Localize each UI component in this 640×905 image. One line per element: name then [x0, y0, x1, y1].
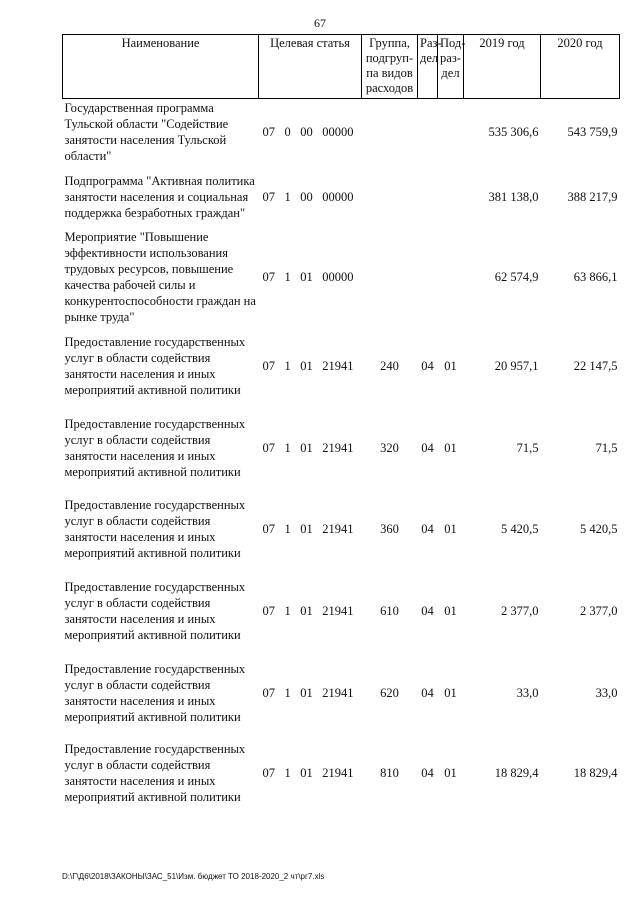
header-subsection	[438, 35, 464, 99]
row-2020-value: 22 147,5	[573, 359, 618, 373]
code-part: 07	[262, 269, 275, 284]
code-part: 21941	[322, 359, 354, 373]
code-part: 21941	[322, 685, 354, 700]
row-subsection: 01	[444, 521, 457, 536]
target-article-code	[261, 603, 360, 619]
page-number: 67	[314, 16, 326, 30]
table-row	[63, 99, 620, 165]
header-2019: 2019 год	[464, 35, 541, 99]
row-subsection: 01	[444, 440, 457, 455]
row-name: Предоставление государственных услуг в области содействия занятости населения и иных мероприятий активной политики	[64, 741, 246, 804]
code-part: 07	[262, 359, 275, 373]
header-target-article: Целевая статья	[259, 35, 362, 99]
row-2019-value: 18 829,4	[494, 765, 539, 780]
row-name: Предоставление государственных услуг в области содействия занятости населения и иных мероприятий активной политики	[64, 335, 246, 397]
row-name: Мероприятие "Повышение эффективности использования трудовых ресурсов, повышение качества рабочей силы и конкурентоспособности граждан на рынке труда"	[64, 229, 256, 324]
row-group: 810	[380, 765, 399, 780]
row-section	[418, 99, 438, 165]
code-part: 1	[284, 269, 291, 284]
row-2020-value: 2 377,0	[580, 604, 618, 618]
code-part: 1	[284, 685, 291, 700]
row-2019-value: 5 420,5	[501, 521, 539, 536]
code-part: 01	[300, 604, 313, 618]
row-2019-value: 33,0	[516, 685, 539, 700]
row-section	[418, 229, 438, 325]
code-part: 01	[300, 440, 313, 455]
row-2020-value: 5 420,5	[580, 521, 618, 536]
row-name: Предоставление государственных услуг в области содействия занятости населения и иных мероприятий активной политики	[64, 497, 246, 560]
row-2020-value: 18 829,4	[573, 765, 618, 780]
row-subsection: 01	[444, 685, 457, 700]
row-group: 610	[380, 604, 399, 618]
table-row	[63, 733, 620, 813]
header-subsection-line: Под-	[440, 36, 466, 50]
row-group	[362, 229, 418, 325]
code-part: 07	[262, 189, 275, 204]
row-section: 04	[421, 359, 434, 373]
code-part: 01	[300, 765, 313, 780]
row-2020-value: 33,0	[595, 685, 618, 700]
row-target-article	[259, 408, 362, 488]
row-subsection	[438, 165, 464, 229]
row-section: 04	[421, 765, 434, 780]
code-part: 07	[262, 765, 275, 780]
target-article-code	[261, 685, 360, 701]
target-article-code	[261, 521, 360, 537]
row-2019-value: 535 306,6	[488, 124, 539, 139]
row-2020-value: 388 217,9	[567, 189, 618, 204]
row-group	[362, 99, 418, 165]
row-2019-value: 20 957,1	[494, 359, 539, 373]
header-group-line: па видов	[366, 66, 413, 80]
header-group	[362, 35, 418, 99]
row-section	[418, 165, 438, 229]
row-target-article	[259, 653, 362, 733]
header-group-line: подгруп-	[365, 51, 414, 65]
table-row	[63, 408, 620, 488]
code-part: 1	[284, 189, 291, 204]
row-name: Предоставление государственных услуг в области содействия занятости населения и иных мероприятий активной политики	[64, 416, 246, 479]
row-target-article	[259, 570, 362, 653]
row-2019-value: 71,5	[516, 440, 539, 455]
code-part: 1	[284, 765, 291, 780]
header-name: Наименование	[63, 35, 259, 99]
code-part: 0	[284, 124, 291, 139]
row-group: 320	[380, 440, 399, 455]
row-2020-value: 543 759,9	[567, 124, 618, 139]
code-part: 07	[262, 440, 275, 455]
row-2019-value: 2 377,0	[501, 604, 539, 618]
table-row	[63, 325, 620, 408]
code-part: 1	[284, 440, 291, 455]
target-article-code	[261, 440, 360, 456]
row-group	[362, 165, 418, 229]
code-part: 01	[300, 521, 313, 536]
header-subsection-line: дел	[441, 66, 460, 80]
header-group-line: расходов	[365, 81, 414, 95]
code-part: 1	[284, 521, 291, 536]
table-body	[63, 99, 620, 813]
code-part: 1	[284, 604, 291, 618]
target-article-code	[261, 269, 360, 285]
code-part: 21941	[322, 765, 354, 780]
target-article-code	[261, 765, 360, 781]
header-subsection-line: раз-	[440, 51, 461, 65]
code-part: 21941	[322, 440, 354, 455]
budget-table	[62, 34, 620, 813]
code-part: 07	[262, 604, 275, 618]
row-2020-value: 71,5	[595, 440, 618, 455]
row-subsection: 01	[444, 604, 457, 618]
row-section: 04	[421, 604, 434, 618]
header-2020: 2020 год	[541, 35, 620, 99]
row-target-article	[259, 733, 362, 813]
file-path-footer: D:\Г\Д6\2018\ЗАКОНЫ\ЗАС_51\Изм. бюджет ТО 2018-2020_2 чт\рг7.xls	[62, 872, 325, 881]
table-row	[63, 165, 620, 229]
row-target-article	[259, 229, 362, 325]
row-2019-value: 62 574,9	[494, 269, 539, 284]
row-name: Государственная программа Тульской области "Содействие занятости населения Тульской области"	[64, 100, 229, 163]
row-target-article	[259, 325, 362, 408]
row-2020-value: 63 866,1	[573, 269, 618, 284]
code-part: 1	[284, 359, 291, 373]
code-part: 01	[300, 685, 313, 700]
row-2019-value: 381 138,0	[488, 189, 539, 204]
table-row	[63, 653, 620, 733]
code-part: 00	[300, 189, 313, 204]
code-part: 00	[300, 124, 313, 139]
row-target-article	[259, 165, 362, 229]
code-part: 07	[262, 124, 275, 139]
row-name: Предоставление государственных услуг в области содействия занятости населения и иных мероприятий активной политики	[64, 661, 246, 724]
row-section: 04	[421, 440, 434, 455]
row-subsection	[438, 99, 464, 165]
code-part: 00000	[322, 189, 354, 204]
table-row	[63, 229, 620, 325]
code-part: 21941	[322, 604, 354, 618]
code-part: 07	[262, 521, 275, 536]
header-section-line: дел	[420, 51, 439, 65]
table-row	[63, 488, 620, 570]
row-section: 04	[421, 685, 434, 700]
code-part: 01	[300, 269, 313, 284]
row-subsection	[438, 229, 464, 325]
table-header-row	[63, 35, 620, 99]
code-part: 01	[300, 359, 313, 373]
row-group: 360	[380, 521, 399, 536]
target-article-code	[261, 358, 360, 374]
row-subsection: 01	[444, 765, 457, 780]
row-target-article	[259, 99, 362, 165]
code-part: 07	[262, 685, 275, 700]
row-subsection: 01	[444, 359, 457, 373]
code-part: 00000	[322, 269, 354, 284]
table-row	[63, 570, 620, 653]
target-article-code	[261, 124, 360, 140]
target-article-code	[261, 189, 360, 205]
row-name: Предоставление государственных услуг в области содействия занятости населения и иных мероприятий активной политики	[64, 580, 246, 642]
header-section	[418, 35, 442, 99]
row-target-article	[259, 488, 362, 570]
row-section: 04	[421, 521, 434, 536]
header-section-line: Раз-	[420, 36, 442, 50]
header-group-line: Группа,	[369, 36, 410, 50]
code-part: 00000	[322, 124, 354, 139]
row-group: 240	[380, 359, 399, 373]
row-name: Подпрограмма "Активная политика занятости населения и социальная поддержка безработных граждан"	[64, 173, 255, 220]
code-part: 21941	[322, 521, 354, 536]
row-group: 620	[380, 685, 399, 700]
